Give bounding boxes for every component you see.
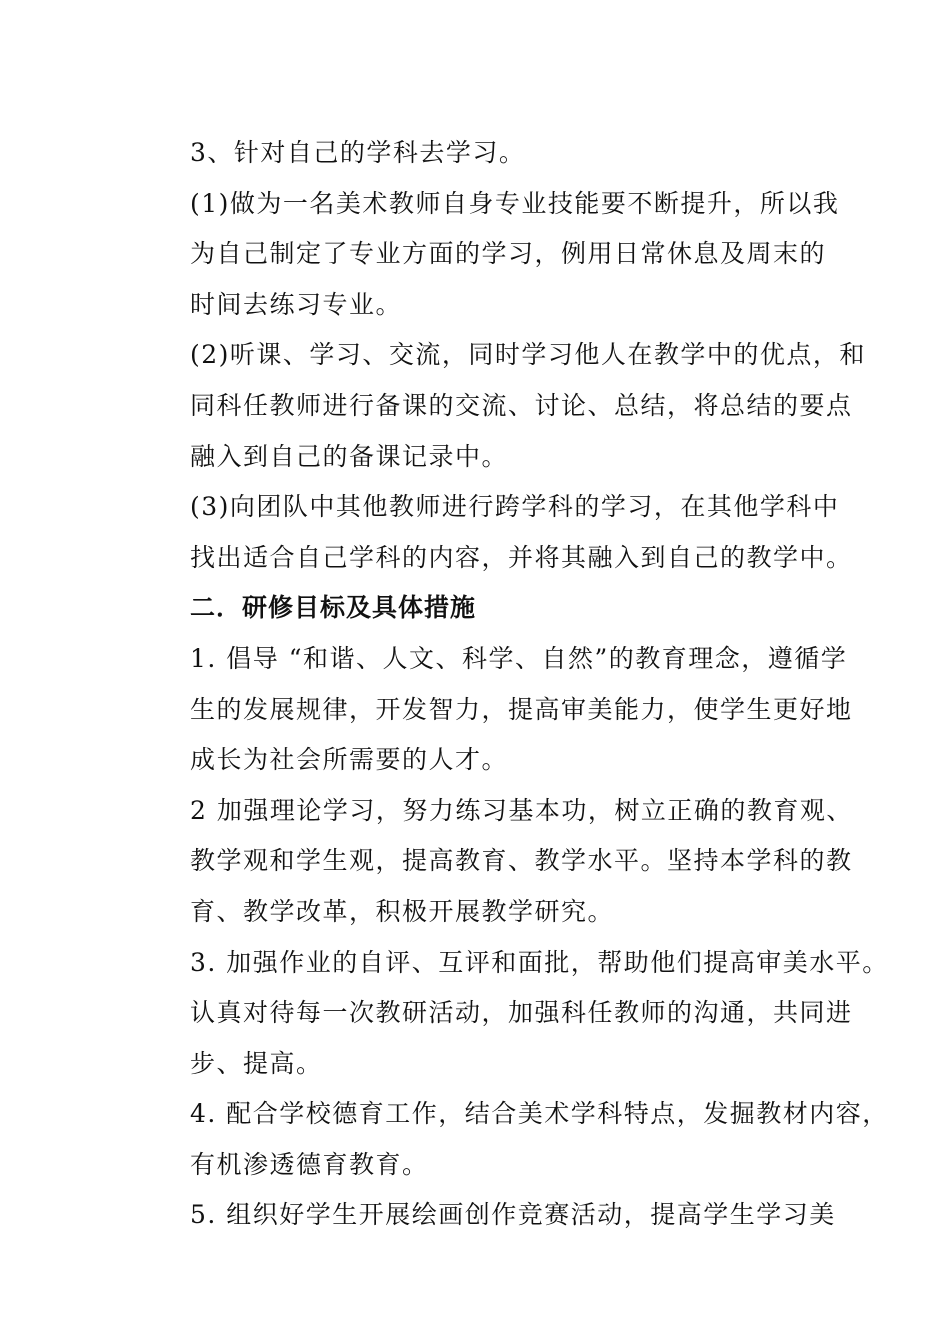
text-line: 认真对待每一次教研活动，加强科任教师的沟通，共同进	[190, 998, 853, 1028]
text-line: 教学观和学生观，提高教育、教学水平。坚持本学科的教	[190, 846, 853, 876]
text-line: 生的发展规律，开发智力，提高审美能力，使学生更好地	[190, 694, 853, 724]
text-line: 时间去练习专业。	[190, 289, 403, 319]
text-line: (3)向团队中其他教师进行跨学科的学习，在其他学科中	[190, 492, 840, 522]
text-line: 3、针对自己的学科去学习。	[190, 138, 526, 167]
text-line: (2)听课、学习、交流，同时学习他人在教学中的优点，和	[190, 340, 866, 370]
text-line: 4. 配合学校德育工作，结合美术学科特点，发掘教材内容，	[190, 1099, 889, 1129]
text-line: 为自己制定了专业方面的学习，例用日常休息及周末的	[190, 239, 827, 269]
text-line: 成长为社会所需要的人才。	[190, 745, 509, 775]
text-line: 步、提高。	[190, 1048, 323, 1078]
text-line: 5. 组织好学生开展绘画创作竞赛活动，提高学生学习美	[190, 1200, 836, 1230]
section-heading: 二．研修目标及具体措施	[190, 593, 477, 623]
text-line: 有机渗透德育教育。	[190, 1149, 429, 1179]
text-line: 育、教学改革，积极开展教学研究。	[190, 896, 615, 926]
text-line: 找出适合自己学科的内容，并将其融入到自己的教学中。	[190, 542, 853, 572]
document-body	[190, 128, 889, 1241]
text-line: 融入到自己的备课记录中。	[190, 441, 509, 471]
text-line: 1. 倡导 “和谐、人文、科学、自然”的教育理念，遵循学	[190, 643, 848, 673]
text-line: (1)做为一名美术教师自身专业技能要不断提升，所以我	[190, 188, 840, 218]
text-line: 同科任教师进行备课的交流、讨论、总结，将总结的要点	[190, 390, 853, 420]
text-line: 2 加强理论学习，努力练习基本功，树立正确的教育观、	[190, 795, 853, 825]
text-line: 3. 加强作业的自评、互评和面批，帮助他们提高审美水平。	[190, 947, 889, 977]
